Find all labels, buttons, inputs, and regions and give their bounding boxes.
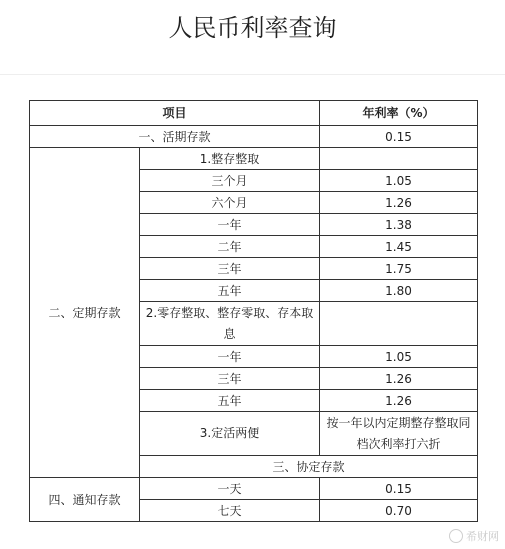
watermark bbox=[449, 528, 499, 544]
rate-cell: 0.15 bbox=[320, 126, 478, 148]
interest-rate-table bbox=[29, 100, 478, 522]
watermark-text: 希财网 bbox=[466, 530, 499, 543]
rate-cell: 1.26 bbox=[320, 390, 478, 412]
table-header-row bbox=[30, 101, 478, 126]
row-label-demand: 一、活期存款 bbox=[30, 126, 320, 148]
rate-cell: 1.26 bbox=[320, 368, 478, 390]
row-label-fixed: 二、定期存款 bbox=[30, 148, 140, 478]
rate-cell: 0.15 bbox=[320, 478, 478, 500]
rate-cell: 1.05 bbox=[320, 170, 478, 192]
subcategory-installment: 2.零存整取、整存零取、存本取息 bbox=[140, 302, 320, 346]
title-divider bbox=[0, 74, 505, 75]
term-cell: 五年 bbox=[140, 280, 320, 302]
subcategory-lump-sum: 1.整存整取 bbox=[140, 148, 320, 170]
term-cell: 一年 bbox=[140, 214, 320, 236]
watermark-logo-icon bbox=[449, 529, 463, 543]
rate-cell: 1.80 bbox=[320, 280, 478, 302]
table-row bbox=[30, 148, 478, 170]
term-cell: 三年 bbox=[140, 368, 320, 390]
row-label-negotiated: 三、协定存款 bbox=[140, 456, 478, 478]
rate-cell: 1.05 bbox=[320, 346, 478, 368]
header-rate: 年利率（%） bbox=[320, 101, 478, 126]
header-item: 项目 bbox=[30, 101, 320, 126]
rate-cell: 1.75 bbox=[320, 258, 478, 280]
table-row bbox=[30, 478, 478, 500]
row-label-notice: 四、通知存款 bbox=[30, 478, 140, 522]
page-title: 人民币利率查询 bbox=[168, 14, 337, 42]
rate-cell: 1.38 bbox=[320, 214, 478, 236]
rate-cell-empty bbox=[320, 302, 478, 346]
term-cell: 三年 bbox=[140, 258, 320, 280]
rate-cell: 0.70 bbox=[320, 500, 478, 522]
table-row bbox=[30, 126, 478, 148]
term-cell: 三个月 bbox=[140, 170, 320, 192]
term-cell: 二年 bbox=[140, 236, 320, 258]
term-cell: 一天 bbox=[140, 478, 320, 500]
term-cell: 六个月 bbox=[140, 192, 320, 214]
rate-cell: 1.26 bbox=[320, 192, 478, 214]
rate-cell-empty bbox=[320, 148, 478, 170]
rate-cell-note: 按一年以内定期整存整取同档次利率打六折 bbox=[320, 412, 478, 456]
term-cell: 五年 bbox=[140, 390, 320, 412]
term-cell: 七天 bbox=[140, 500, 320, 522]
term-cell: 一年 bbox=[140, 346, 320, 368]
subcategory-flexible: 3.定活两便 bbox=[140, 412, 320, 456]
rate-cell: 1.45 bbox=[320, 236, 478, 258]
